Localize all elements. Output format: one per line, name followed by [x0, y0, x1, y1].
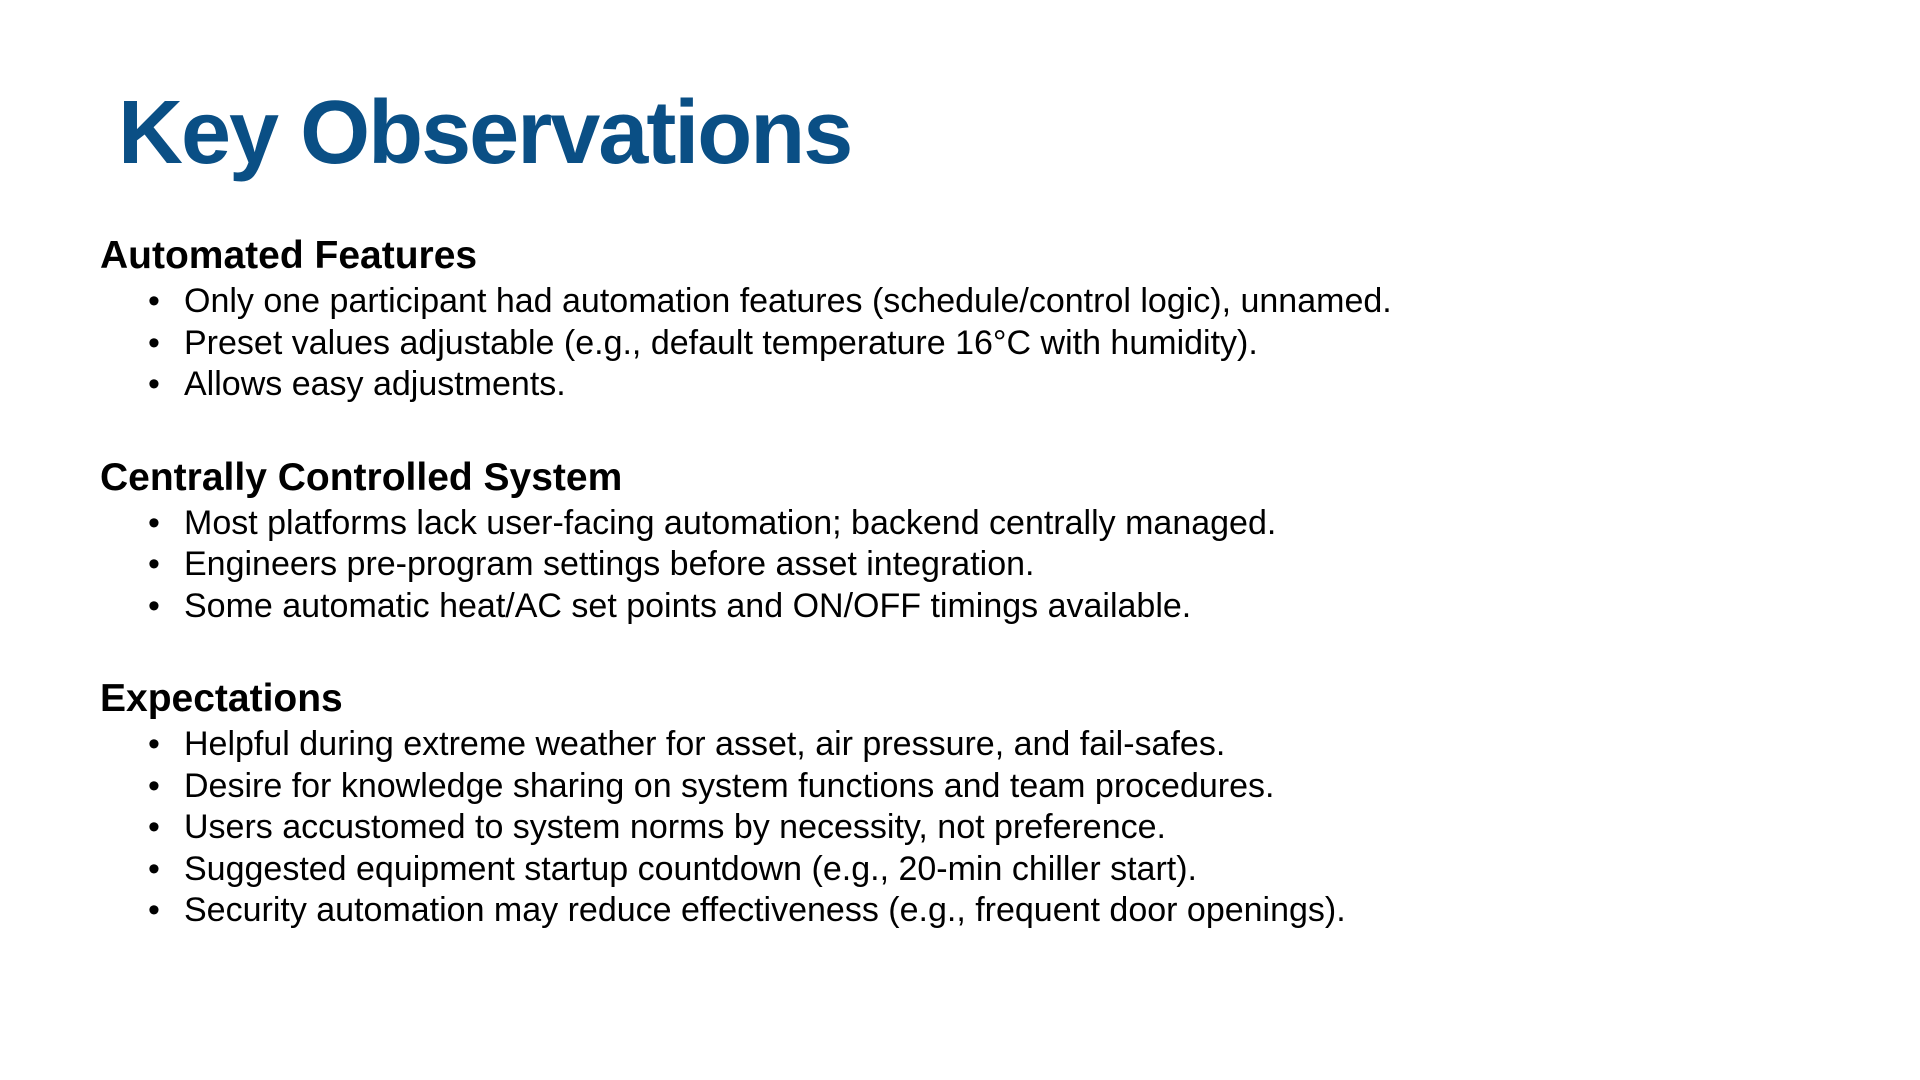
- section-centrally-controlled-system: [100, 453, 1800, 628]
- bullet-text: Engineers pre-program settings before asset integration.: [184, 545, 1035, 583]
- section-automated-features: [100, 231, 1800, 406]
- bullet-text: Most platforms lack user-facing automation; backend centrally managed.: [184, 503, 1277, 542]
- bullet-text: Only one participant had automation features (schedule/control logic), unnamed.: [184, 282, 1392, 320]
- bullet-text: Users accustomed to system norms by necessity, not preference.: [184, 808, 1166, 846]
- bullet-item: [100, 890, 1800, 932]
- slide-title: Key Observations: [118, 83, 852, 183]
- bullet-item: [100, 323, 1800, 365]
- bullet-item: [100, 281, 1800, 323]
- section-heading: Automated Features: [100, 234, 478, 277]
- bullet-text: Desire for knowledge sharing on system functions and team procedures.: [184, 766, 1275, 805]
- bullet-item: [100, 503, 1800, 545]
- bullet-dot-icon: •: [148, 503, 160, 542]
- bullet-item: [100, 544, 1800, 586]
- bullet-item: [100, 807, 1800, 849]
- bullet-dot-icon: •: [148, 891, 160, 929]
- bullet-dot-icon: •: [148, 766, 160, 805]
- bullet-item: [100, 766, 1800, 808]
- bullet-dot-icon: •: [148, 545, 160, 583]
- bullet-list: [100, 724, 1800, 932]
- section-expectations: [100, 674, 1800, 932]
- sections-container: [100, 231, 1800, 979]
- bullet-dot-icon: •: [148, 808, 160, 846]
- section-heading: Centrally Controlled System: [100, 455, 623, 499]
- bullet-text: Security automation may reduce effectiveness (e.g., frequent door openings).: [184, 891, 1346, 929]
- bullet-item: [100, 586, 1800, 628]
- bullet-text: Some automatic heat/AC set points and ON/OFF timings available.: [184, 586, 1192, 625]
- bullet-list: [100, 281, 1800, 406]
- bullet-dot-icon: •: [148, 586, 160, 625]
- bullet-item: [100, 724, 1800, 766]
- bullet-text: Allows easy adjustments.: [184, 365, 566, 403]
- bullet-text: Preset values adjustable (e.g., default temperature 16°C with humidity).: [184, 323, 1258, 362]
- bullet-dot-icon: •: [148, 725, 160, 763]
- bullet-item: [100, 364, 1800, 406]
- bullet-list: [100, 503, 1800, 628]
- bullet-dot-icon: •: [148, 323, 160, 362]
- bullet-dot-icon: •: [148, 282, 160, 320]
- bullet-text: Suggested equipment startup countdown (e.g., 20-min chiller start).: [184, 849, 1197, 888]
- bullet-dot-icon: •: [148, 849, 160, 888]
- bullet-dot-icon: •: [148, 365, 160, 403]
- section-heading: Expectations: [100, 677, 343, 720]
- bullet-text: Helpful during extreme weather for asset, air pressure, and fail-safes.: [184, 725, 1226, 763]
- bullet-item: [100, 849, 1800, 891]
